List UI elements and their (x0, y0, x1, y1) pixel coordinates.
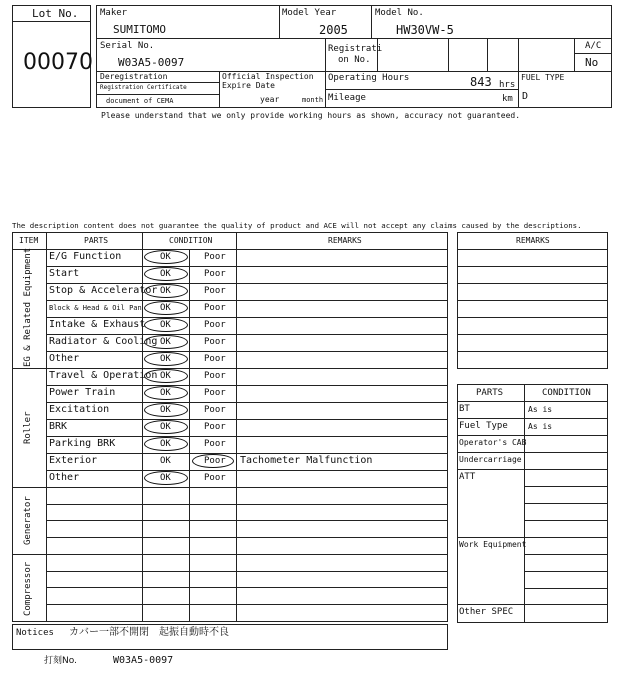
poor-label[interactable]: Poor (204, 303, 226, 313)
model-year-label: Model Year (282, 8, 337, 18)
poor-label[interactable]: Poor (204, 405, 226, 415)
section-compressor: Compressor (23, 561, 33, 616)
part-label: Other (49, 472, 80, 483)
ok-label[interactable]: OK (160, 473, 171, 483)
right-part-condition: As is (528, 405, 553, 414)
poor-label[interactable]: Poor (204, 473, 226, 483)
poor-label[interactable]: Poor (204, 337, 226, 347)
ok-label[interactable]: OK (160, 303, 171, 313)
ac-label: A/C (585, 41, 602, 51)
inspection-label-2: Expire Date (222, 81, 275, 90)
ok-label[interactable]: OK (160, 286, 171, 296)
row-line (46, 419, 448, 420)
right-part-label: Undercarriage (459, 455, 522, 464)
lot-no-label: Lot No. (32, 7, 79, 20)
part-label: Power Train (49, 387, 116, 398)
ok-label[interactable]: OK (160, 371, 171, 381)
row-line (46, 334, 448, 335)
row-line (46, 385, 448, 386)
ok-circle (144, 250, 188, 264)
remark-line (457, 334, 608, 335)
description-disclaimer: The description content does not guarantee the quality of product and ACE will not accept any claims caused by the descriptions. (12, 221, 582, 230)
ok-label[interactable]: OK (160, 337, 171, 347)
year-label: year (260, 95, 280, 104)
lot-no: 00070 (23, 50, 93, 75)
ok-circle (144, 318, 188, 332)
poor-label[interactable]: Poor (204, 286, 226, 296)
row-line (46, 283, 448, 284)
stamp-value: W03A5-0097 (113, 655, 174, 666)
ok-label[interactable]: OK (160, 456, 171, 466)
part-label: E/G Function (49, 251, 122, 262)
poor-label[interactable]: Poor (204, 456, 226, 466)
ac-value: No (585, 56, 599, 69)
remark-line (457, 283, 608, 284)
stamp-label: 打刻No. (44, 656, 77, 666)
parts-row-line (457, 418, 608, 419)
notices-label: Notices (16, 628, 54, 638)
poor-label[interactable]: Poor (204, 252, 226, 262)
ok-label[interactable]: OK (160, 405, 171, 415)
registration-label-2: on No. (338, 55, 371, 65)
row-line (46, 537, 448, 538)
maker-value: SUMITOMO (113, 23, 166, 36)
ok-label[interactable]: OK (160, 269, 171, 279)
right-parts-header: PARTS (476, 388, 504, 398)
mileage-label: Mileage (328, 93, 366, 103)
poor-label[interactable]: Poor (204, 422, 226, 432)
row-line (46, 587, 448, 588)
section-generator: Generator (23, 496, 33, 546)
condition-line (524, 486, 608, 487)
remark-line (457, 351, 608, 352)
ok-label[interactable]: OK (160, 439, 171, 449)
serial-no-value: W03A5-0097 (118, 56, 185, 69)
row-line (46, 317, 448, 318)
registration-certificate-label: Registration Certificate (100, 84, 187, 91)
right-part-condition: As is (528, 422, 553, 431)
month-label: month (302, 96, 324, 104)
condition-line (524, 588, 608, 589)
inspection-label-1: Official Inspection (222, 72, 314, 81)
ok-circle (144, 352, 188, 366)
right-condition-header: CONDITION (542, 388, 591, 398)
row-line (12, 554, 448, 555)
poor-label[interactable]: Poor (204, 371, 226, 381)
ok-circle (144, 335, 188, 349)
row-line (46, 604, 448, 605)
right-part-label: Fuel Type (459, 421, 508, 431)
parts-row-line (457, 604, 608, 605)
ok-circle (144, 386, 188, 400)
ok-circle (144, 420, 188, 434)
poor-label[interactable]: Poor (204, 269, 226, 279)
section-roller: Roller (23, 411, 33, 444)
parts-row-line (457, 469, 608, 470)
row-line (46, 504, 448, 505)
part-label: Start (49, 268, 80, 279)
hrs-unit: hrs (499, 80, 516, 90)
right-part-label: Work Equipment (459, 540, 527, 549)
row-line (46, 266, 448, 267)
row-line (46, 351, 448, 352)
row-line (46, 436, 448, 437)
section-eg: EG & Related Equipment (23, 247, 33, 367)
fuel-type-value: D (522, 91, 529, 102)
ok-circle (144, 403, 188, 417)
poor-label[interactable]: Poor (204, 388, 226, 398)
right-part-label: Operator's CAB (459, 438, 527, 447)
deregistration-label: Deregistration (100, 72, 168, 81)
poor-circle (192, 454, 234, 468)
remark-text: Tachometer Malfunction (240, 455, 373, 466)
ok-circle (144, 284, 188, 298)
row-line (46, 520, 448, 521)
remark-line (457, 317, 608, 318)
right-part-label: ATT (459, 472, 476, 482)
parts-row-line (457, 537, 608, 538)
poor-label[interactable]: Poor (204, 354, 226, 364)
row-line (12, 487, 448, 488)
ok-label[interactable]: OK (160, 354, 171, 364)
serial-no-label: Serial No. (100, 41, 155, 51)
right-remarks-header: REMARKS (516, 236, 550, 245)
condition-line (524, 554, 608, 555)
model-year-value: 2005 (319, 23, 348, 37)
ok-circle (144, 437, 188, 451)
registration-label-1: Registrati (328, 44, 383, 54)
part-label: Parking BRK (49, 438, 116, 449)
poor-label[interactable]: Poor (204, 320, 226, 330)
ok-circle (144, 267, 188, 281)
ok-label[interactable]: OK (160, 320, 171, 330)
model-no-value: HW30VW-5 (396, 23, 454, 37)
part-label: Excitation (49, 404, 110, 415)
row-line (46, 402, 448, 403)
row-line (46, 300, 448, 301)
row-line (46, 470, 448, 471)
model-no-label: Model No. (375, 8, 424, 18)
condition-line (524, 503, 608, 504)
item-header: ITEM (19, 236, 39, 245)
part-label: Exterior (49, 455, 98, 466)
parts-row-line (457, 452, 608, 453)
ok-label[interactable]: OK (160, 422, 171, 432)
notices-text: カバー一部不開閉 起振自動時不良 (69, 627, 229, 638)
part-label: Stop & Accelerator (49, 285, 158, 296)
part-label: Block & Head & Oil Pan (49, 304, 142, 312)
parts-row-line (457, 401, 608, 402)
part-label: Intake & Exhaust (49, 319, 146, 330)
part-label: Other (49, 353, 80, 364)
fuel-type-label: FUEL TYPE (521, 73, 565, 82)
ok-label[interactable]: OK (160, 252, 171, 262)
row-line (46, 453, 448, 454)
hours-disclaimer: Please understand that we only provide working hours as shown, accuracy not guaranteed. (101, 111, 521, 120)
part-label: Travel & Operation (49, 370, 158, 381)
remark-line (457, 266, 608, 267)
condition-line (524, 520, 608, 521)
remark-line (457, 249, 608, 250)
operating-hours-value: 843 (470, 75, 492, 89)
ok-circle (144, 369, 188, 383)
remarks-header: REMARKS (328, 236, 362, 245)
km-unit: km (502, 94, 513, 104)
parts-header: PARTS (84, 236, 109, 245)
part-label: Radiator & Cooling (49, 336, 158, 347)
maker-label: Maker (100, 8, 128, 18)
ok-circle (144, 301, 188, 315)
condition-line (524, 571, 608, 572)
right-part-label: BT (459, 404, 470, 414)
row-line (12, 368, 448, 369)
row-line (46, 571, 448, 572)
parts-row-line (457, 435, 608, 436)
ok-label[interactable]: OK (160, 388, 171, 398)
ok-circle (144, 471, 188, 485)
remark-line (457, 300, 608, 301)
operating-hours-label: Operating Hours (328, 73, 410, 83)
condition-header: CONDITION (169, 236, 213, 245)
part-label: BRK (49, 421, 68, 432)
cema-label: document of CEMA (106, 97, 174, 105)
poor-label[interactable]: Poor (204, 439, 226, 449)
right-part-label: Other SPEC (459, 607, 514, 617)
